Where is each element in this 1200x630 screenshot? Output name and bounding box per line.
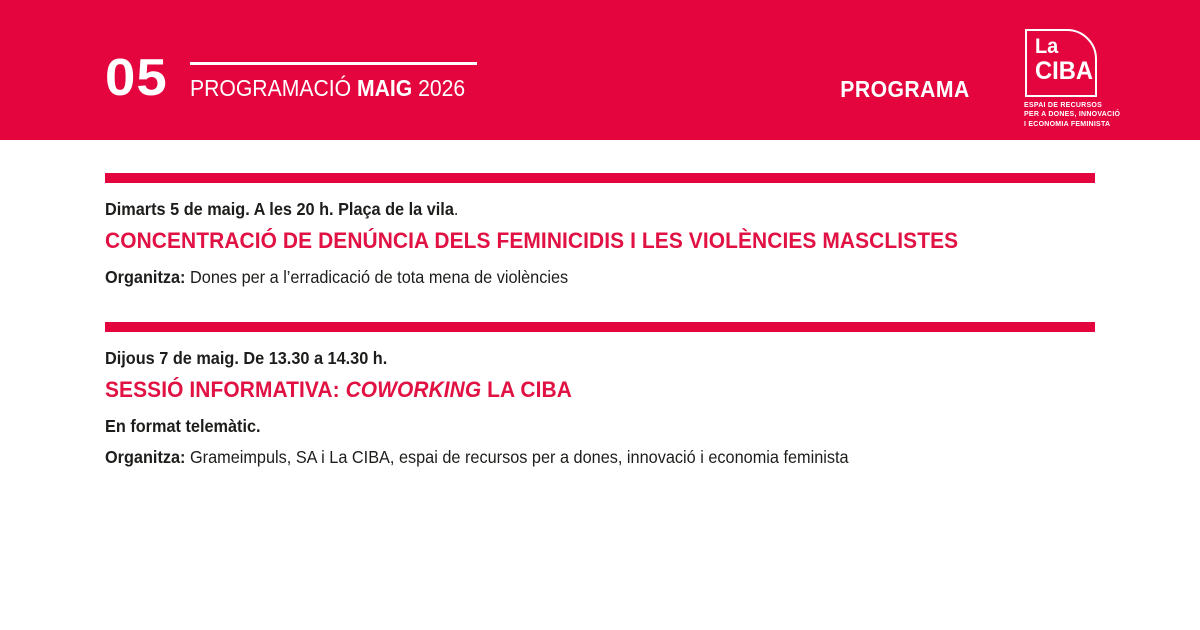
event-divider-bar — [105, 322, 1095, 332]
kicker-month: MAIG — [356, 75, 413, 101]
event-title — [105, 376, 1026, 403]
organizer-label: Organitza: — [105, 267, 186, 287]
la-ciba-logo — [1025, 29, 1097, 97]
kicker-year: 2026 — [412, 75, 466, 101]
event-card-1 — [105, 173, 1095, 288]
logo-tagline-line1: ESPAI DE RECURSOS — [1024, 102, 1103, 109]
logo-ciba-text: CIBA — [1035, 57, 1094, 85]
organizer-label: Organitza: — [105, 447, 186, 467]
issue-number: 05 — [105, 49, 168, 107]
logo-tagline-line3: I ECONOMIA FEMINISTA — [1024, 120, 1111, 128]
event-date-text: Dimarts 5 de maig. A les 20 h. Plaça de la vila — [105, 199, 454, 219]
organizer-text: Grameimpuls, SA i La CIBA, espai de recursos per a dones, innovació i economia feminista — [185, 447, 849, 467]
kicker-rule-line — [190, 62, 477, 65]
event-divider-bar — [105, 173, 1095, 183]
organizer-text: Dones per a l’erradicació de tota mena de violències — [185, 267, 569, 287]
event-title-text: SESSIÓ INFORMATIVA: — [105, 377, 346, 402]
header-banner — [0, 0, 1200, 140]
event-title-text: CONCENTRACIÓ DE DENÚNCIA DELS FEMINICIDIS I LES VIOLÈNCIES MASCLISTES — [105, 228, 959, 253]
event-date-suffix: . — [453, 199, 459, 219]
kicker-programacio: PROGRAMACIÓ — [190, 75, 357, 101]
event-organizer — [105, 447, 1026, 468]
event-card-2 — [105, 322, 1095, 468]
kicker-group — [190, 62, 489, 100]
event-title-post-text: LA CIBA — [481, 377, 572, 402]
event-date — [105, 199, 1026, 220]
kicker-title — [190, 77, 465, 100]
event-format-note: En format telemàtic. — [105, 416, 261, 436]
event-date-text: Dijous 7 de maig. De 13.30 a 14.30 h. — [105, 348, 388, 368]
logo-tagline — [1024, 101, 1120, 129]
logo-la-text: La — [1035, 35, 1059, 58]
event-organizer — [105, 267, 1026, 288]
event-date — [105, 348, 1026, 369]
logo-tagline-line2: PER A DONES, INNOVACIÓ — [1024, 111, 1121, 119]
event-title-italic-text: COWORKING — [345, 377, 482, 402]
program-label: PROGRAMA — [840, 76, 970, 102]
event-title — [105, 227, 1026, 254]
